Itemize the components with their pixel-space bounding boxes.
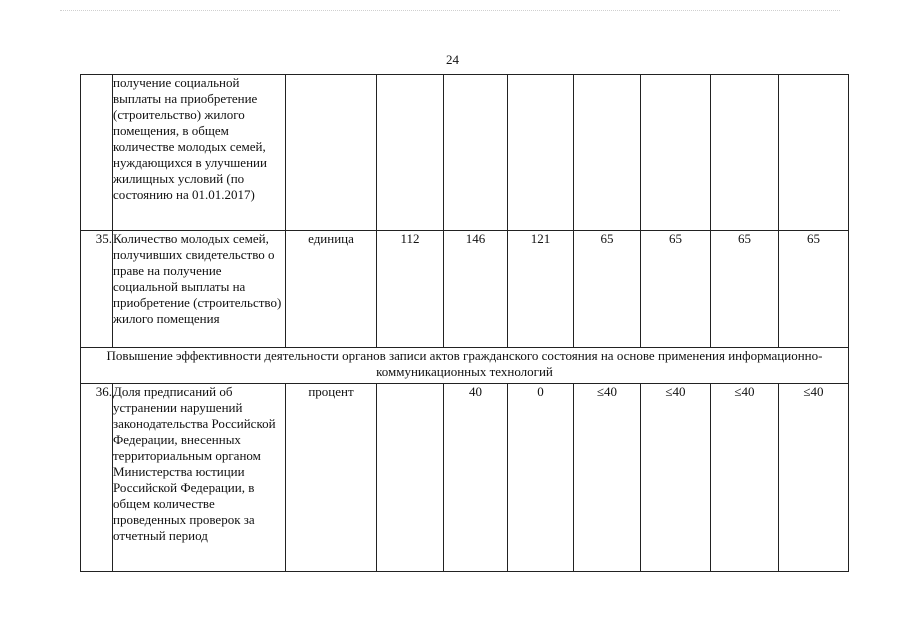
indicators-table xyxy=(80,74,849,572)
value-cell xyxy=(641,75,711,231)
value-cell xyxy=(444,75,508,231)
indicator-name: получение социальной выплаты на приобретение (строительство) жилого помещения, в общем количестве молодых семей, нуждающихся в улучшении жилищных условий (по состоянию на 01.01.2017) xyxy=(113,75,286,231)
value-cell: ≤40 xyxy=(711,384,779,572)
section-header-row xyxy=(81,348,849,384)
value-cell: 0 xyxy=(508,384,574,572)
indicator-name: Доля предписаний об устранении нарушений законодательства Российской Федерации, внесенных территориальным органом Министерства юстиции Российской Федерации, в общем количестве проведенных проверок за отчетный период xyxy=(113,384,286,572)
value-cell xyxy=(508,75,574,231)
table-row-continuation xyxy=(81,75,849,231)
value-cell: 65 xyxy=(641,231,711,348)
page-number: 24 xyxy=(446,52,459,67)
value-cell: ≤40 xyxy=(641,384,711,572)
table-row-35 xyxy=(81,231,849,348)
value-cell xyxy=(377,75,444,231)
value-cell: 65 xyxy=(779,231,849,348)
unit-cell: единица xyxy=(286,231,377,348)
row-number: 36. xyxy=(81,384,113,572)
value-cell xyxy=(377,384,444,572)
value-cell: 40 xyxy=(444,384,508,572)
value-cell: 121 xyxy=(508,231,574,348)
unit-cell: процент xyxy=(286,384,377,572)
value-cell xyxy=(574,75,641,231)
value-cell xyxy=(711,75,779,231)
section-title: Повышение эффективности деятельности органов записи актов гражданского состояния на основе применения информационно-коммуникационных технологий xyxy=(81,348,849,384)
indicator-name: Количество молодых семей, получивших свидетельство о праве на получение социальной выплаты на приобретение (строительство) жилого помещения xyxy=(113,231,286,348)
value-cell: 65 xyxy=(574,231,641,348)
value-cell: ≤40 xyxy=(574,384,641,572)
unit-cell xyxy=(286,75,377,231)
value-cell: ≤40 xyxy=(779,384,849,572)
value-cell: 65 xyxy=(711,231,779,348)
row-number: 35. xyxy=(81,231,113,348)
value-cell: 146 xyxy=(444,231,508,348)
value-cell: 112 xyxy=(377,231,444,348)
table-row-36 xyxy=(81,384,849,572)
scan-artifact xyxy=(60,10,840,13)
row-number xyxy=(81,75,113,231)
value-cell xyxy=(779,75,849,231)
